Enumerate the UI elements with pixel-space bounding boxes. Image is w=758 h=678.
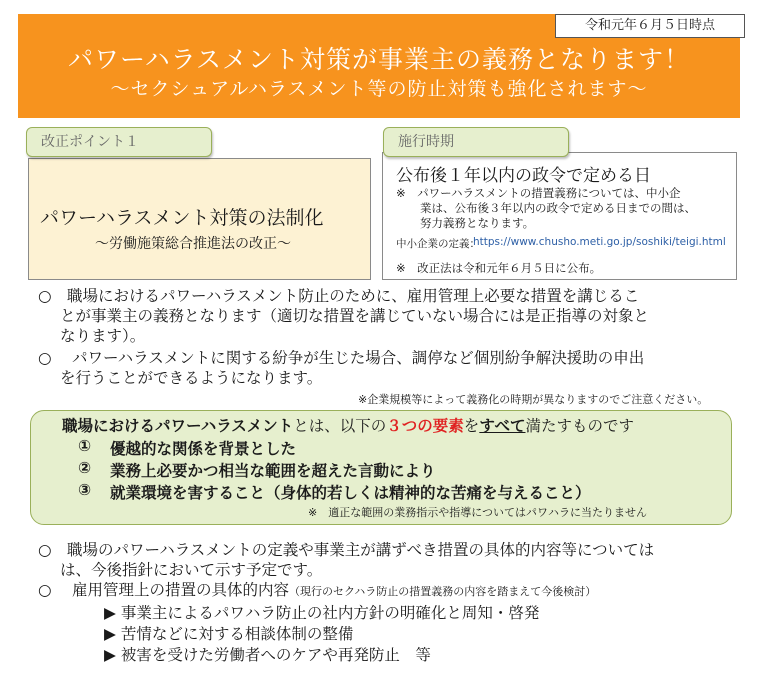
paragraph-1-line3: なります）。	[60, 327, 146, 345]
enforcement-note-line1: ※ パワーハラスメントの措置義務については、中小企	[396, 186, 681, 200]
definition-lead-red: ３つの要素	[386, 417, 464, 435]
revision-point-title: パワーハラスメント対策の法制化	[40, 207, 324, 229]
measure-item-1: ▶ 事業主によるパワハラ防止の社内方針の明確化と周知・啓発	[104, 604, 540, 622]
paragraph-2-line1: ○ パワーハラスメントに関する紛争が生じた場合、調停など個別紛争解決援助の申出	[38, 349, 645, 367]
page-subtitle: ～セクシュアルハラスメント等の防止対策も強化されます～	[110, 78, 648, 100]
revision-point-subtitle: ～労働施策総合推進法の改正～	[95, 236, 291, 252]
enforcement-promulgation-note: ※ 改正法は令和元年６月５日に公布。	[396, 261, 602, 275]
enforcement-note-line2: 業は、公布後３年以内の政令で定める日までの間は、	[420, 201, 696, 215]
element-1-number: ①	[78, 437, 92, 455]
paragraph-1-line2: とが事業主の義務となります（適切な措置を講じていない場合には是正指導の対象と	[60, 307, 650, 325]
paragraph-3-line1-main: ○ 職場のパワーハラスメントの定義や事業主が講ずべき措置の具体的内容等につい	[38, 541, 624, 559]
definition-lead-end: 満たすものです	[525, 417, 635, 435]
definition-lead-wo: を	[463, 417, 480, 435]
paragraph-3-line1-end: ては	[623, 541, 655, 559]
element-1-text: 優越的な関係を背景とした	[110, 440, 297, 458]
definition-note: ※ 適正な範囲の業務指示や指導についてはパワハラに当たりません	[308, 506, 647, 519]
paragraph-4-line	[38, 580, 596, 602]
paragraph-4-main: ○ 雇用管理上の措置の具体的内容	[38, 581, 289, 599]
measure-item-2: ▶ 苦情などに対する相談体制の整備	[104, 625, 354, 643]
enforcement-note-line3: 努力義務となります。	[420, 216, 535, 230]
definition-lead-bold: 職場におけるパワーハラスメント	[62, 417, 294, 435]
enforcement-tab: 施行時期	[383, 127, 569, 157]
sme-definition-link[interactable]: https://www.chusho.meti.go.jp/soshiki/teigi.html	[473, 236, 726, 248]
revision-point-tab: 改正ポイント１	[26, 127, 212, 157]
definition-lead	[62, 414, 634, 436]
enforcement-headline: 公布後１年以内の政令で定める日	[396, 166, 651, 186]
company-scale-note: ※企業規模等によって義務化の時期が異なりますのでご注意ください。	[358, 393, 709, 406]
paragraph-2-line2: を行うことができるようになります。	[60, 369, 323, 387]
element-2-text: 業務上必要かつ相当な範囲を超えた言動により	[110, 462, 436, 480]
date-badge: 令和元年６月５日時点	[555, 14, 745, 38]
paragraph-4-small: （現行のセクハラ防止の措置義務の内容を踏まえて今後検討）	[288, 585, 597, 598]
paragraph-3-line2: は、今後指針において示す予定です。	[60, 561, 323, 579]
definition-lead-mid: とは、以下の	[293, 417, 387, 435]
paragraph-1-line1: ○ 職場におけるパワーハラスメント防止のために、雇用管理上必要な措置を講じるこ	[38, 287, 640, 305]
measure-item-3: ▶ 被害を受けた労働者へのケアや再発防止 等	[104, 646, 431, 664]
element-3-number: ③	[78, 481, 92, 499]
sme-definition-label: 中小企業の定義：	[396, 238, 480, 250]
element-2-number: ②	[78, 459, 92, 477]
element-3-text: 就業環境を害すること（身体的若しくは精神的な苦痛を与えること）	[110, 484, 591, 502]
paragraph-3-line1	[38, 540, 654, 560]
definition-lead-underline: すべて	[479, 417, 526, 435]
page-title: パワーハラスメント対策が事業主の義務となります！	[67, 45, 690, 74]
